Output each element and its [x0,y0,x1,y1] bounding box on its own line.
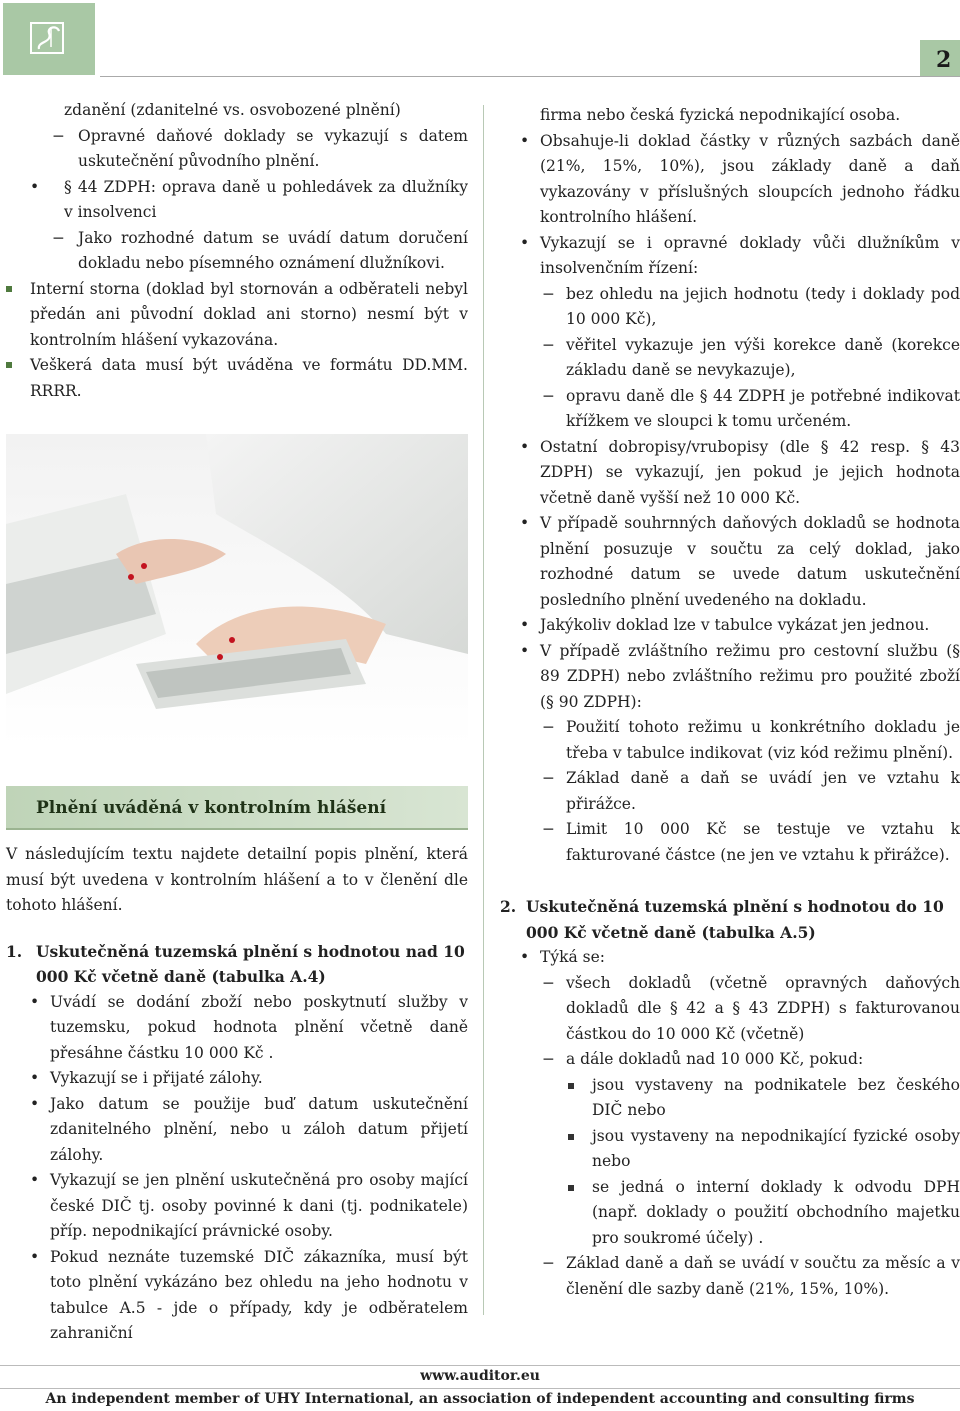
paragraph-continuation: firma nebo česká fyzická nepodnikající osoba. [540,106,901,124]
dash-item [500,1047,960,1073]
bullet-item-text: Ostatní dobropisy/vrubopisy (dle § 42 resp. § 43 ZDPH) se vykazují, jen pokud je jejich hodnota včetně daně vyšší než 10 000 Kč. [540,437,960,507]
bullet-dot-icon: • [520,616,530,634]
dash-item [500,282,960,333]
square-item-text: se jedná o interní doklady k odvodu DPH (např. doklady o použití obchodního majetku pro soukromé účely) . [592,1177,960,1247]
square-item [500,1124,960,1175]
bullet-item [6,1168,468,1245]
square-bullet-icon [568,1083,574,1089]
bullet-item-text: Vykazují se i přijaté zálohy. [50,1069,263,1087]
dash-item-text: bez ohledu na jejich hodnotu (tedy i doklady pod 10 000 Kč), [566,284,960,328]
square-item-text: Interní storna (doklad byl stornován a odběrateli nebyl předán ani původní doklad ani storno) nesmí být v kontrolním hlášení vykazována. [30,279,468,349]
numbered-heading [6,939,468,990]
photo-illustration [6,434,468,746]
dash-icon: − [542,1050,555,1068]
dash-icon: − [52,228,65,247]
bullet-dot-icon: • [30,1069,40,1087]
right-column [500,103,960,1302]
dash-item [500,817,960,868]
paragraph-continuation: zdanění (zdanitelné vs. osvobozené plnění) [64,101,401,119]
company-logo [3,3,95,75]
bullet-dot-icon: • [30,177,40,196]
dash-item-text: a dále dokladů nad 10 000 Kč, pokud: [566,1050,864,1068]
heading-number: 2. [500,897,517,916]
dash-icon: − [542,769,555,787]
bullet-item-text: Uvádí se dodání zboží nebo poskytnutí služby v tuzemsku, pokud hodnota plnění včetně daně přesáhne částku 10 000 Kč . [50,992,468,1062]
square-item-text: Veškerá data musí být uváděna ve formátu DD.MM. RRRR. [30,356,468,400]
square-item [500,1073,960,1124]
dash-item-text: Limit 10 000 Kč se testuje ve vztahu k fakturované částce (ne jen ve vztahu k přirážce). [566,820,960,864]
bullet-dot-icon: • [30,1171,40,1189]
bullet-item-text: Vykazují se i opravné doklady vůči dlužníkům v insolvenčním řízení: [540,233,960,277]
bullet-item [500,231,960,282]
bullet-dot-icon: • [30,1247,40,1266]
dash-icon: − [542,1254,555,1272]
dash-item-text: Použití tohoto režimu u konkrétního dokladu je třeba v tabulce indikovat (viz kód režimu plnění). [566,718,960,762]
bullet-item [6,1092,468,1169]
bullet-dot-icon: • [520,641,530,660]
dash-icon: − [542,284,555,303]
bullet-item-text: Týká se: [540,948,606,966]
square-item [500,1175,960,1252]
square-bullet-icon [6,362,12,368]
dash-item [500,715,960,766]
dash-item-text: Jako rozhodné datum se uvádí datum doručení dokladu nebo písemného oznámení dlužníkovi. [78,228,468,272]
dash-item-text: Základ daně a daň se uvádí v součtu za měsíc a v členění dle sazby daně (21%, 15%, 10%). [566,1254,960,1298]
bullet-dot-icon: • [520,514,530,532]
dash-item-text: věřitel vykazuje jen výši korekce daně (korekce základu daně se nevykazuje), [566,335,960,379]
logo-icon [29,21,69,57]
dash-item [500,333,960,384]
bullet-item-text: Obsahuje-li doklad částky v různých sazbách daně (21%, 15%, 10%), jsou základy daně a daň vykazovány v příslušných sloupcích jednoho řádku kontrolního hlášení. [540,131,960,226]
bullet-item [500,511,960,613]
bullet-item [500,613,960,639]
dash-item-text: Opravné daňové doklady se vykazují s datem uskutečnění původního plnění. [78,126,468,170]
bullet-item [500,129,960,231]
dash-item [6,124,468,175]
numbered-heading [500,894,960,945]
square-item [6,277,468,354]
footer-rule-top [0,1365,960,1366]
bullet-item [6,175,468,226]
dash-icon: − [52,126,65,145]
bullet-item [500,639,960,716]
bullet-dot-icon: • [520,437,530,456]
square-bullet-icon [568,1185,574,1191]
bullet-item [6,1066,468,1092]
section-heading-bar [6,786,468,830]
dash-icon: − [542,973,555,992]
column-divider [483,105,484,1315]
dash-item-text: všech dokladů (včetně opravných daňových dokladů dle § 42 a § 43 ZDPH) s fakturovanou částkou do 10 000 Kč (včetně) [566,973,960,1043]
footer-rule-bottom [0,1388,960,1389]
bullet-item [500,435,960,512]
dash-item [6,226,468,277]
dash-item-text: opravu daně dle § 44 ZDPH je potřebné indikovat křížkem ve sloupci k tomu určeném. [566,386,960,430]
footer-text: An independent member of UHY International, an association of independent accounting and consulting firms [45,1391,915,1407]
bullet-item [500,945,960,971]
square-bullet-icon [568,1134,574,1140]
bullet-item-text: V případě souhrnných daňových dokladů se hodnota plnění posuzuje v součtu za celý doklad, jako rozhodné datum se uvede datum uskutečnění posledního plnění uvedeného na dokladu. [540,514,960,609]
square-item [6,353,468,404]
bullet-dot-icon: • [520,948,530,966]
bullet-dot-icon: • [30,1094,40,1113]
dash-item [500,971,960,1048]
bullet-item-text: § 44 ZDPH: oprava daně u pohledávek za dlužníky v insolvenci [64,177,468,221]
heading-text: Uskutečněná tuzemská plnění s hodnotou do 10 000 Kč včetně daně (tabulka A.5) [526,897,944,942]
header-rule [100,76,960,77]
page-number: 2 [936,47,952,73]
square-item-text: jsou vystaveny na nepodnikající fyzické osoby nebo [592,1126,960,1170]
square-item-text: jsou vystaveny na podnikatele bez českého DIČ nebo [592,1075,960,1119]
dash-item [500,1251,960,1302]
bullet-item-text: Vykazují se jen plnění uskutečněná pro osoby mající české DIČ tj. osoby povinné k dani (tj. podnikatele) příp. nepodnikající právnické osoby. [50,1171,468,1240]
dash-icon: − [542,820,555,838]
bullet-item [6,990,468,1067]
heading-number: 1. [6,941,23,961]
section-title: Plnění uváděná v kontrolním hlášení [36,798,387,818]
dash-icon: − [542,335,555,354]
bullet-item [6,1245,468,1347]
dash-icon: − [542,386,555,405]
footer-url[interactable]: www.auditor.eu [420,1368,540,1384]
bullet-item-text: Pokud neznáte tuzemské DIČ zákazníka, musí být toto plnění vykázáno bez ohledu na jeho hodnotu v tabulce A.5 - jde o případy, kdy je odběratelem zahraniční [50,1247,468,1342]
bullet-item-text: Jakýkoliv doklad lze v tabulce vykázat jen jednou. [540,616,930,634]
heading-text: Uskutečněná tuzemská plnění s hodnotou nad 10 000 Kč včetně daně (tabulka A.4) [36,941,465,986]
bullet-dot-icon: • [30,992,40,1011]
dash-item [500,384,960,435]
bullet-item-text: V případě zvláštního režimu pro cestovní službu (§ 89 ZDPH) nebo zvláštního režimu pro použité zboží (§ 90 ZDPH): [540,641,960,711]
dash-item [500,766,960,817]
bullet-dot-icon: • [520,131,530,150]
left-column [6,98,468,1347]
office-photo [6,434,468,746]
bullet-item-text: Jako datum se použije buď datum uskutečnění zdanitelného plnění, nebo u záloh datum přijetí zálohy. [50,1094,468,1164]
intro-paragraph: V následujícím textu najdete detailní popis plnění, která musí být uvedena v kontrolním hlášení a to v členění dle tohoto hlášení. [6,845,468,914]
square-bullet-icon [6,286,12,292]
dash-icon: − [542,718,555,736]
bullet-dot-icon: • [520,233,530,252]
dash-item-text: Základ daně a daň se uvádí jen ve vztahu k přirážce. [566,769,960,813]
